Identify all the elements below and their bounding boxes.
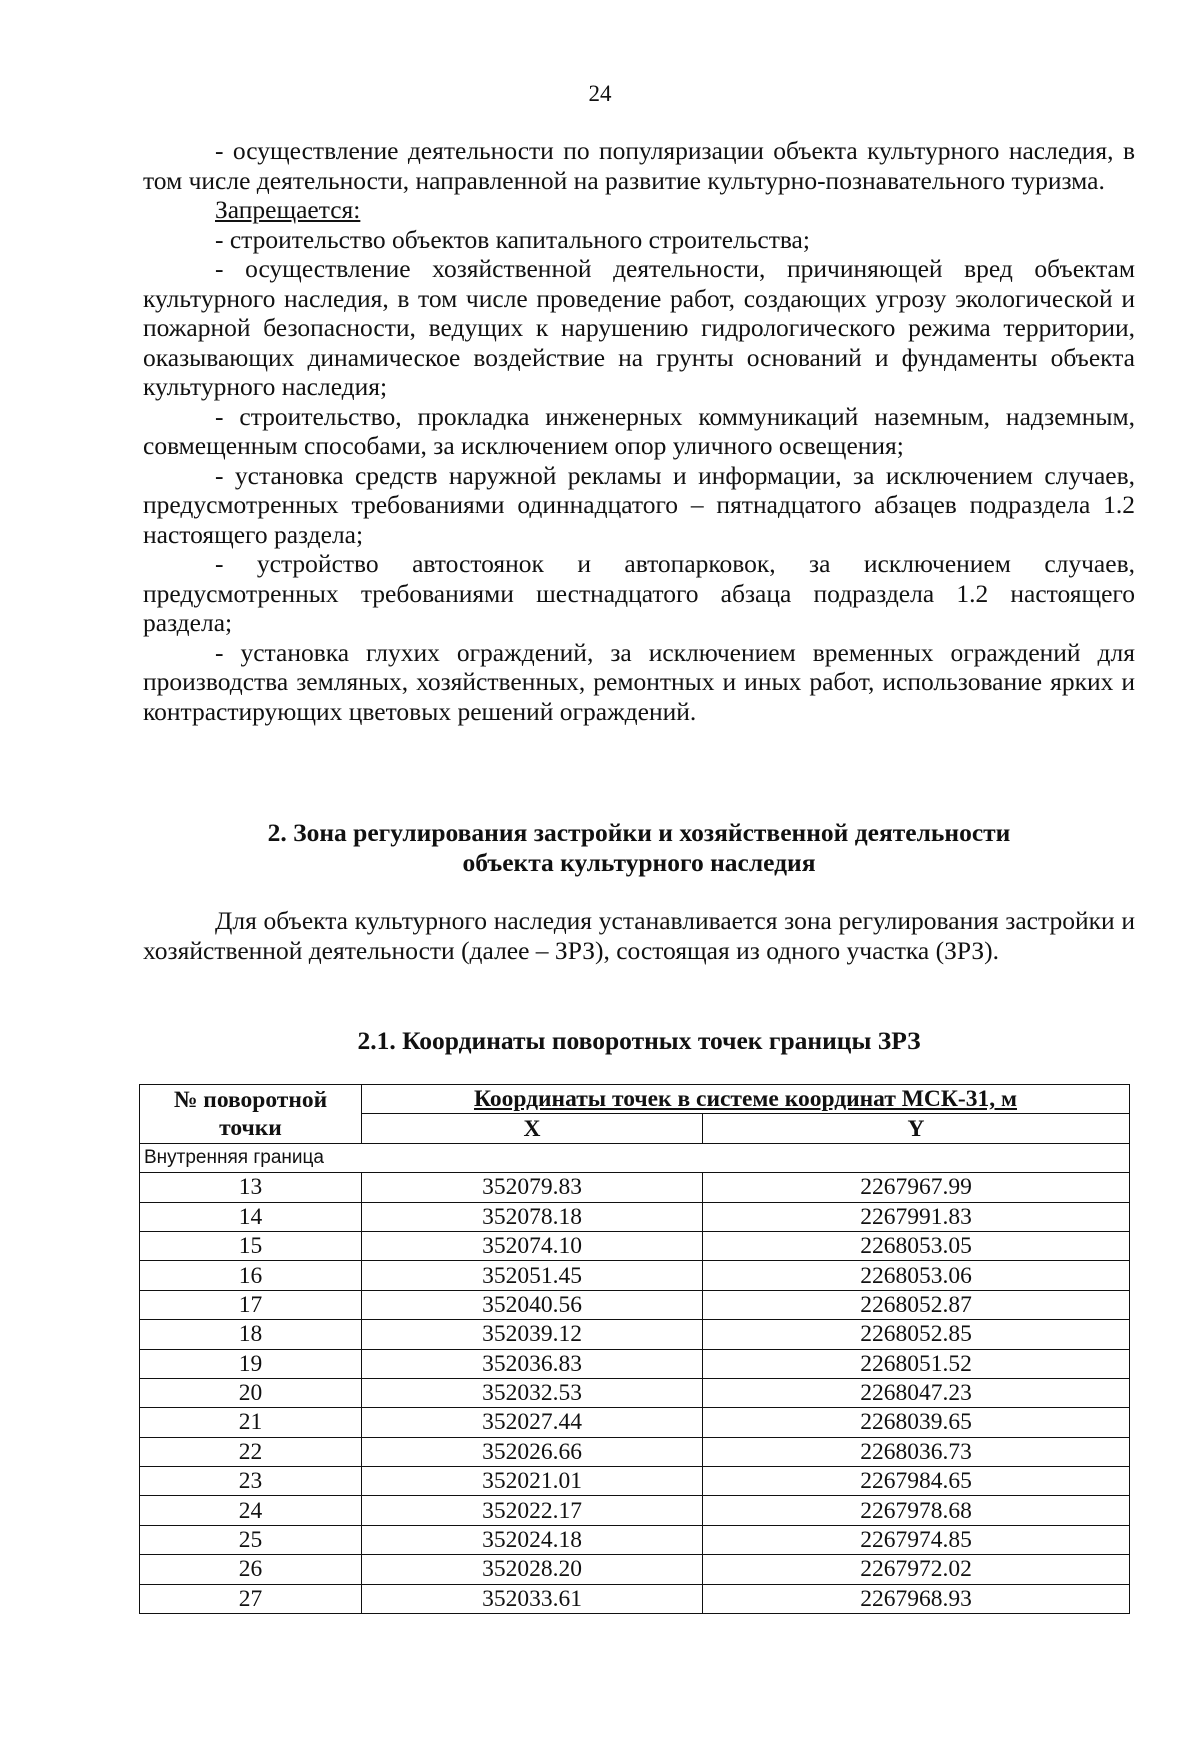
cell-x: 352026.66 — [362, 1437, 703, 1466]
table-subheading: 2.1. Координаты поворотных точек границы ЗРЗ — [357, 1026, 921, 1055]
cell-x: 352036.83 — [362, 1349, 703, 1378]
cell-y: 2267991.83 — [703, 1202, 1130, 1231]
coordinates-table — [139, 1084, 1130, 1614]
cell-point: 23 — [140, 1467, 362, 1496]
prohibited-label: Запрещается: — [215, 195, 361, 224]
body-paragraph: - строительство объектов капитального строительства; — [215, 224, 810, 254]
table-row — [140, 1231, 1130, 1260]
cell-point: 19 — [140, 1349, 362, 1378]
table-row — [140, 1408, 1130, 1437]
body-paragraph: - устройство автостоянок и автопарковок, за исключением случаев, предусмотренных требованиями шестнадцатого абзаца подраздела 1.2 настоящего раздела; — [143, 549, 1135, 637]
cell-y: 2267972.02 — [703, 1555, 1130, 1584]
cell-point: 15 — [140, 1231, 362, 1260]
cell-y: 2267967.99 — [703, 1173, 1130, 1202]
section-heading-line-1: 2. Зона регулирования застройки и хозяйственной деятельности — [267, 818, 1011, 847]
cell-y: 2267978.68 — [703, 1496, 1130, 1525]
cell-point: 17 — [140, 1290, 362, 1319]
table-row — [140, 1349, 1130, 1378]
cell-y: 2268053.05 — [703, 1231, 1130, 1260]
page-number: 24 — [588, 81, 612, 106]
cell-point: 27 — [140, 1584, 362, 1613]
table-row — [140, 1467, 1130, 1496]
table-header-row — [140, 1085, 1130, 1114]
group-label: Внутренняя граница — [140, 1143, 1130, 1172]
header-y: Y — [703, 1114, 1130, 1143]
body-paragraph: - строительство, прокладка инженерных коммуникаций наземным, надземным, совмещенным способами, за исключением опор уличного освещения; — [143, 401, 1135, 460]
cell-x: 352039.12 — [362, 1320, 703, 1349]
header-x: X — [362, 1114, 703, 1143]
cell-x: 352074.10 — [362, 1231, 703, 1260]
table-row — [140, 1378, 1130, 1407]
cell-x: 352078.18 — [362, 1202, 703, 1231]
cell-y: 2268052.85 — [703, 1320, 1130, 1349]
cell-y: 2267974.85 — [703, 1525, 1130, 1554]
cell-x: 352022.17 — [362, 1496, 703, 1525]
cell-y: 2267984.65 — [703, 1467, 1130, 1496]
cell-x: 352028.20 — [362, 1555, 703, 1584]
cell-y: 2268047.23 — [703, 1378, 1130, 1407]
body-paragraph: - осуществление хозяйственной деятельности, причиняющей вред объектам культурного наследия, в том числе проведение работ, создающих угрозу экологической и пожарной безопасности, ведущих к нарушению гидрологического режима территории, оказывающих динамическое воздействие на грунты оснований и фундаменты объекта культурного наследия; — [143, 254, 1135, 401]
cell-point: 20 — [140, 1378, 362, 1407]
cell-point: 13 — [140, 1173, 362, 1202]
section-heading-line-2: объекта культурного наследия — [462, 847, 816, 877]
section-intro — [143, 906, 1135, 965]
body-text — [143, 136, 1135, 726]
cell-point: 14 — [140, 1202, 362, 1231]
table-row — [140, 1525, 1130, 1554]
section-heading — [143, 818, 1135, 877]
table-body — [140, 1143, 1130, 1613]
table-row — [140, 1320, 1130, 1349]
body-paragraph: - установка средств наружной рекламы и информации, за исключением случаев, предусмотренных требованиями одиннадцатого – пятнадцатого абзацев подраздела 1.2 настоящего раздела; — [143, 460, 1135, 549]
table-row — [140, 1173, 1130, 1202]
cell-x: 352024.18 — [362, 1525, 703, 1554]
header-coordinates: Координаты точек в системе координат МСК-31, м — [362, 1085, 1130, 1114]
cell-point: 25 — [140, 1525, 362, 1554]
table-row — [140, 1584, 1130, 1613]
cell-x: 352051.45 — [362, 1261, 703, 1290]
cell-point: 21 — [140, 1408, 362, 1437]
cell-point: 22 — [140, 1437, 362, 1466]
table-row — [140, 1290, 1130, 1319]
cell-y: 2268053.06 — [703, 1261, 1130, 1290]
cell-y: 2268036.73 — [703, 1437, 1130, 1466]
intro-paragraph: Для объекта культурного наследия устанавливается зона регулирования застройки и хозяйственной деятельности (далее – ЗРЗ), состоящая из одного участка (ЗРЗ). — [143, 906, 1135, 965]
cell-point: 18 — [140, 1320, 362, 1349]
cell-y: 2268051.52 — [703, 1349, 1130, 1378]
cell-point: 24 — [140, 1496, 362, 1525]
cell-y: 2268052.87 — [703, 1290, 1130, 1319]
cell-x: 352021.01 — [362, 1467, 703, 1496]
cell-x: 352033.61 — [362, 1584, 703, 1613]
cell-y: 2267968.93 — [703, 1584, 1130, 1613]
table-row — [140, 1202, 1130, 1231]
body-paragraph: - установка глухих ограждений, за исключением временных ограждений для производства земляных, хозяйственных, ремонтных и иных работ, использование ярких и контрастирующих цветовых решений ограждений. — [143, 637, 1135, 726]
cell-y: 2268039.65 — [703, 1408, 1130, 1437]
table-row — [140, 1496, 1130, 1525]
prohibited-heading — [143, 195, 1135, 225]
table-row — [140, 1555, 1130, 1584]
table-group-row — [140, 1143, 1130, 1172]
table-row — [140, 1261, 1130, 1290]
header-point-number: № поворотной точки — [140, 1085, 362, 1144]
cell-x: 352032.53 — [362, 1378, 703, 1407]
body-paragraph: - осуществление деятельности по популяризации объекта культурного наследия, в том числе деятельности, направленной на развитие культурно-познавательного туризма. — [143, 136, 1135, 195]
cell-x: 352079.83 — [362, 1173, 703, 1202]
cell-x: 352027.44 — [362, 1408, 703, 1437]
cell-point: 26 — [140, 1555, 362, 1584]
cell-x: 352040.56 — [362, 1290, 703, 1319]
table-row — [140, 1437, 1130, 1466]
cell-point: 16 — [140, 1261, 362, 1290]
